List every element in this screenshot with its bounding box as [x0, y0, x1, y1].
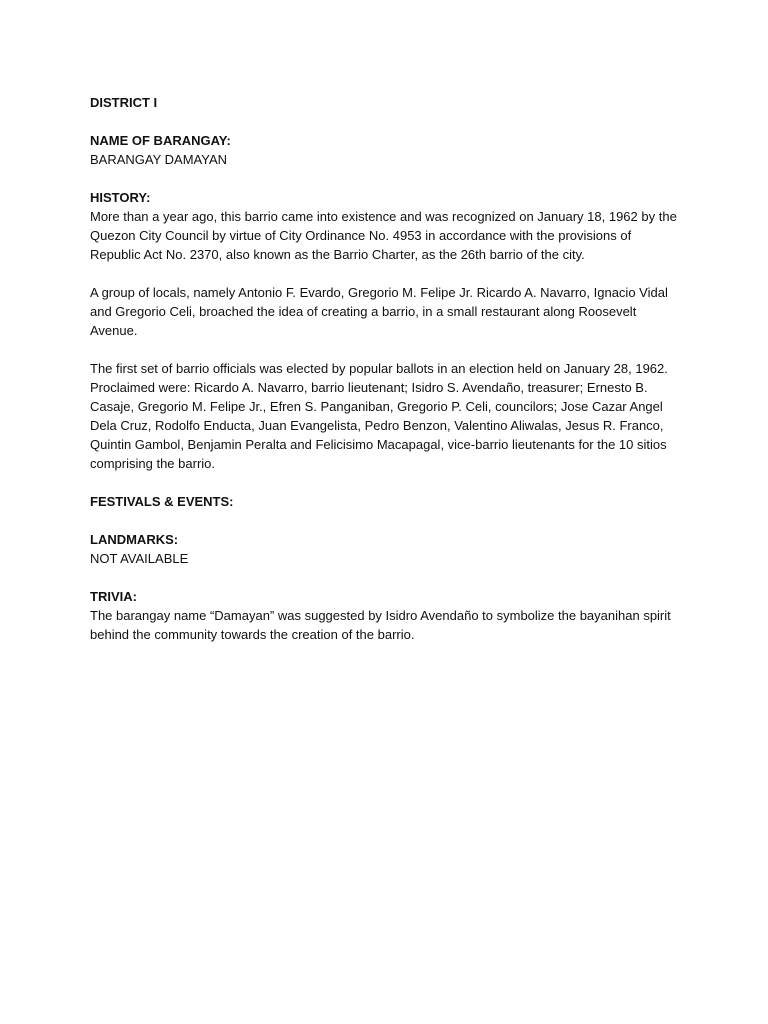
history-paragraph: More than a year ago, this barrio came into existence and was recognized on January 18, 1962 by the Quezon City Council by virtue of City Ordinance No. 4953 in accordance with the provisions of Republic Act No. 2370, also known as the Barrio Charter, as the 26th barrio of the city.	[90, 209, 677, 262]
name-heading: NAME OF BARANGAY:	[90, 133, 231, 148]
spacer	[90, 169, 680, 188]
trivia-paragraph: The barangay name “Damayan” was suggested by Isidro Avendaño to symbolize the bayanihan spirit behind the community towards the creation of the barrio.	[90, 608, 671, 642]
festivals-heading: FESTIVALS & EVENTS:	[90, 494, 234, 509]
barangay-name: BARANGAY DAMAYAN	[90, 152, 228, 167]
district-heading: DISTRICT I	[90, 95, 158, 110]
landmarks-value: NOT AVAILABLE	[90, 551, 189, 566]
spacer	[90, 264, 680, 283]
history-paragraph: The first set of barrio officials was elected by popular ballots in an election held on January 28, 1962. Proclaimed were: Ricardo A. Navarro, barrio lieutenant; Isidro S. Avendaño, treasurer; Ernesto B. Casaje, Gregorio M. Felipe Jr., Efren S. Panganiban, Gregorio P. Celi, councilors; Jose Cazar Angel Dela Cruz, Rodolfo Enducta, Juan Evangelista, Pedro Benzon, Valentino Aliwalas, Jesus R. Franco, Quintin Gambol, Benjamin Peralta and Felicisimo Macapagal, vice-barrio lieutenants for the 10 sitios comprising the barrio.	[90, 361, 668, 471]
history-paragraph: A group of locals, namely Antonio F. Evardo, Gregorio M. Felipe Jr. Ricardo A. Navarro, Ignacio Vidal and Gregorio Celi, broached the idea of creating a barrio, in a small restaurant along Roosevelt Avenue.	[90, 285, 668, 338]
spacer	[90, 340, 680, 359]
history-heading: HISTORY:	[90, 190, 151, 205]
trivia-heading: TRIVIA:	[90, 589, 137, 604]
landmarks-heading: LANDMARKS:	[90, 532, 179, 547]
spacer	[90, 473, 680, 492]
spacer	[90, 568, 680, 587]
spacer	[90, 511, 680, 530]
spacer	[90, 112, 680, 131]
document-body	[90, 93, 680, 644]
